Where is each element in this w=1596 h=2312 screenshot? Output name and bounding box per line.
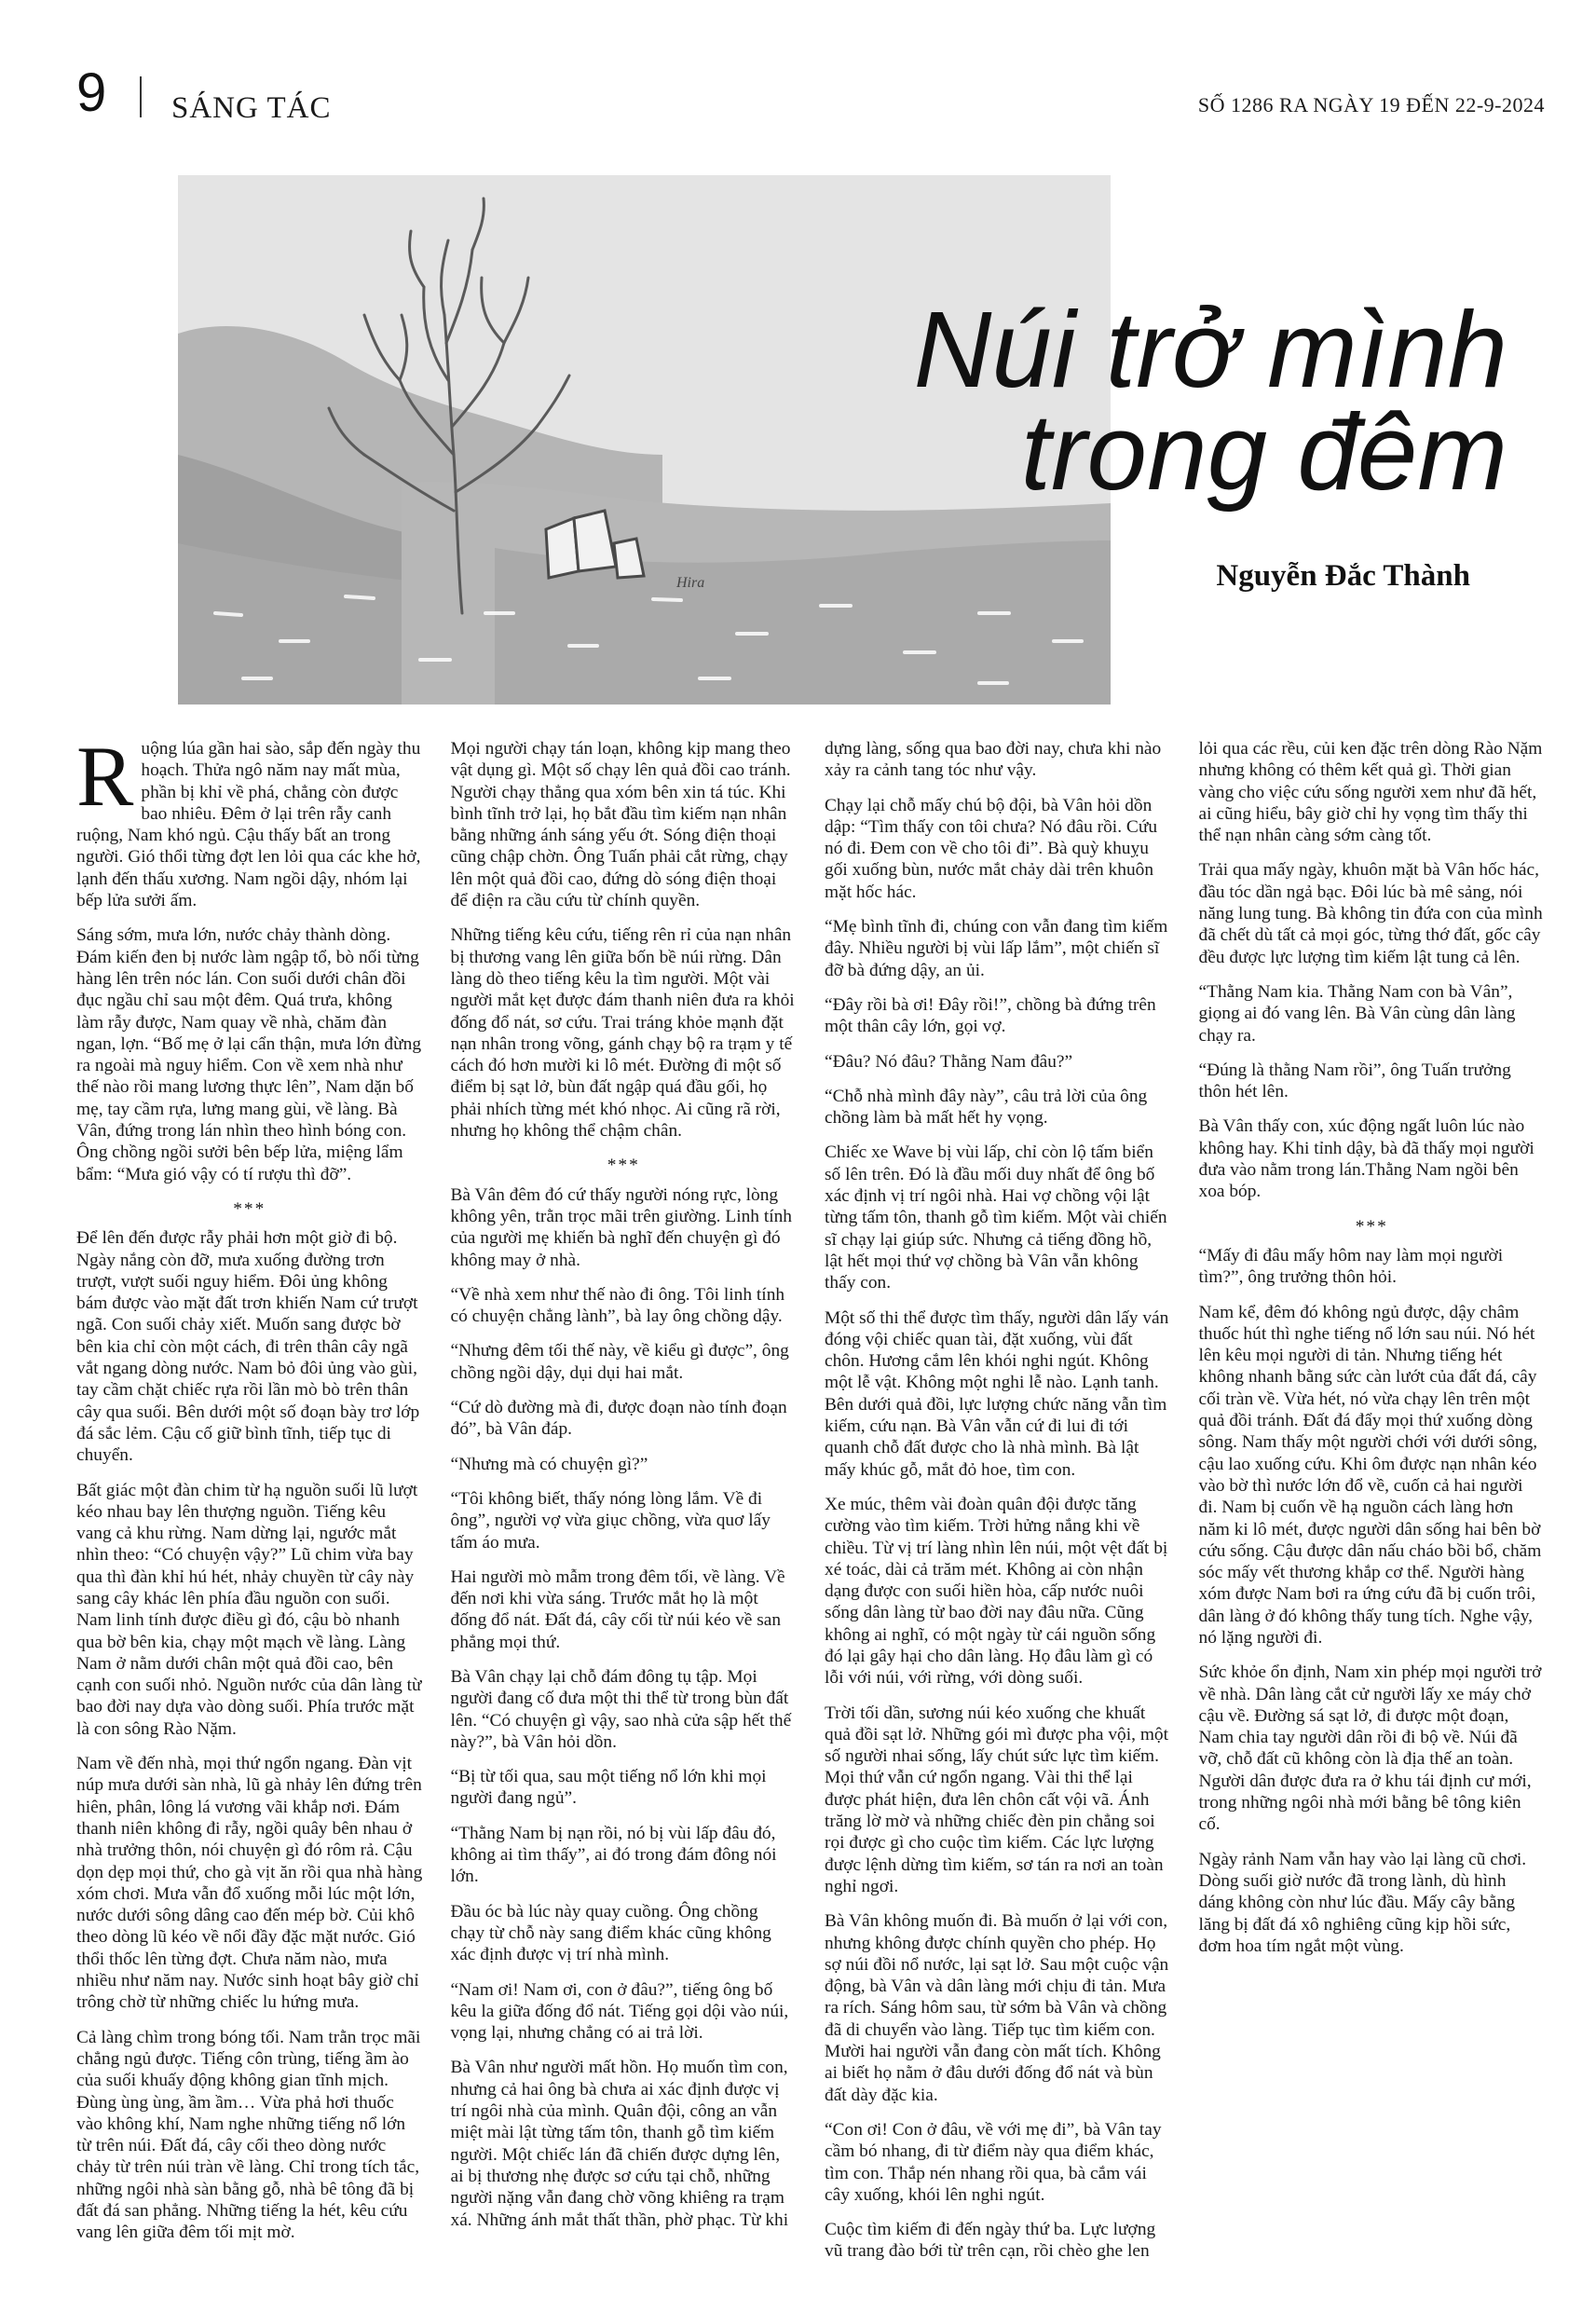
- paragraph: Sáng sớm, mưa lớn, nước chảy thành dòng. Đám kiến đen bị nước làm ngập tổ, bò nối từng hàng lên trên nóc lán. Con suối dưới chân đồi đục ngầu chỉ sau một đêm. Quá trưa, không làm rẫy được, Nam quay về nhà, chăm đàn ngan, lợn. “Bố mẹ ở lại cẩn thận, mưa lớn đừng ra ngoài mà nguy hiểm. Con về xem nhà như thế nào rồi mang lương thực lên”, Nam dặn bố mẹ, tay cầm rựa, lưng mang gùi, về làng. Bà Vân, đứng trong lán nhìn theo hình bóng con. Ông chồng ngồi sưởi bên bếp lửa, miệng lẩm bẩm: “Mưa gió vậy có tí rượu thì đỡ”.: [76, 925, 422, 1184]
- paragraph: “Mấy đi đâu mấy hôm nay làm mọi người tìm?”, ông trưởng thôn hỏi.: [1198, 1245, 1504, 1288]
- article-body: [76, 729, 1545, 2266]
- paragraph: Nam về đến nhà, mọi thứ ngổn ngang. Đàn vịt núp mưa dưới sàn nhà, lũ gà nhảy lên đứng trên hiên, phân, lông lá vương vãi khắp nơi. Đám thanh niên không đi rẫy, ngồi quây bên nhau ở nhà trưởng thôn, nói chuyện gì đó rôm rả. Cậu dọn dẹp mọi thứ, cho gà vịt ăn rồi qua nhà hàng xóm chơi. Mưa vẫn đổ xuống mỗi lúc một lớn, nước dưới sông dâng cao đến mép bờ. Củi khô theo dòng lũ kéo về nổi đầy đặc mặt nước. Gió thổi thốc lên từng đợt. Chưa năm nào, mưa nhiều như năm nay. Nước sinh hoạt bây giờ chỉ trông chờ từ những chiếc lu hứng mưa.: [76, 1754, 423, 2013]
- paragraph: “Con ơi! Con ở đâu, về với mẹ đi”, bà Vân tay cầm bó nhang, đi từ điểm này qua điểm khác, tìm con. Thắp nén nhang rồi qua, bà cắm vái cây xuống, khói lên nghi ngút.: [825, 2119, 1162, 2205]
- issue-info: SỐ 1286 RA NGÀY 19 ĐẾN 22-9-2024: [1197, 93, 1545, 116]
- paragraph: Cuộc tìm kiếm đi đến ngày thứ ba. Lực lượng vũ trang đào bới từ trên cạn, rồi chèo ghe len lỏi qua các rều, củi ken đặc trên dòng Rào Nặm nhưng không có thêm kết quả gì. Thời gian vàng cho việc cứu sống người xem như đã hết, ai cũng hiểu, bây giờ chỉ hy vọng tìm thấy thi thể nạn nhân càng sớm càng tốt.: [825, 739, 1543, 2262]
- page-header: [76, 63, 1545, 129]
- paragraph: Chiếc xe Wave bị vùi lấp, chỉ còn lộ tấm biển số lên trên. Đó là đầu mối duy nhất để ông bố xác định vị trí ngôi nhà. Hai vợ chồng vội lật từng tấm tôn, thanh gỗ tìm kiếm. Một vài chiến sĩ chạy lại giúp sức. Nhưng cả tiếng đồng hồ, lật hết mọi thứ vợ chồng bà Vân vẫn không thấy con.: [825, 1142, 1167, 1293]
- paragraph: Bà Vân thấy con, xúc động ngất luôn lúc nào không hay. Khi tỉnh dậy, bà đã thấy mọi người đưa vào nằm trong lán.Thằng Nam ngồi bên xoa bóp.: [1198, 1116, 1535, 1202]
- paragraph: “Đây rồi bà ơi! Đây rồi!”, chồng bà đứng trên một thân cây lớn, gọi vợ.: [825, 994, 1156, 1037]
- paragraph: Sức khỏe ổn định, Nam xin phép mọi người trở về nhà. Dân làng cắt cử người lấy xe máy chở cậu về. Đường sá sạt lở, đi được một đoạn, Nam chia tay người dân rồi đi bộ về. Núi đã vỡ, chỗ đất cũ không còn là địa thế an toàn. Người dân được đưa ra ở khu tái định cư mới, trong những ngôi nhà mới bằng bê tông kiên cố.: [1198, 1662, 1542, 1835]
- paragraph: “Thằng Nam kia. Thằng Nam con bà Vân”, giọng ai đó vang lên. Bà Vân cùng dân làng chạy ra.: [1198, 981, 1516, 1046]
- paragraph: Cả làng chìm trong bóng tối. Nam trằn trọc mãi chẳng ngủ được. Tiếng côn trùng, tiếng ầm ào của suối khuấy động không gian tĩnh mịch. Đùng ùng ùng, ầm ầm… Vừa phả hơi thuốc vào không khí, Nam nghe những tiếng nổ lớn từ trên núi. Đất đá, cây cối theo dòng nước chảy từ trên núi tràn về làng. Chỉ trong tích tắc, những ngôi nhà sàn bằng gỗ, nhà bê tông đã bị đất đá san phẳng. Những tiếng la hét, kêu cứu vang lên giữa đêm tối mịt mờ.: [76, 2027, 421, 2243]
- illustration-signature: Hira: [676, 575, 705, 591]
- first-paragraph-text: uộng lúa gần hai sào, sắp đến ngày thu hoạch. Thửa ngô năm nay mất mùa, phần bị khỉ về phá, chẳng còn được bao nhiêu. Đêm ở lại trên rẫy canh ruộng, Nam khó ngủ. Cậu thấy bất an trong người. Gió thổi từng đợt len lỏi qua các khe hở, lạnh đến thấu xương. Nam ngồi dậy, nhóm lại bếp lửa sưởi ấm.: [76, 739, 421, 911]
- paragraph: “Đúng là thằng Nam rồi”, ông Tuấn trưởng thôn hét lên.: [1198, 1060, 1511, 1102]
- paragraph: “Mẹ bình tĩnh đi, chúng con vẫn đang tìm kiếm đây. Nhiều người bị vùi lấp lắm”, một chiến sĩ đỡ bà đứng dậy, an ủi.: [825, 917, 1168, 980]
- paragraph: Bà Vân không muốn đi. Bà muốn ở lại với con, nhưng không được chính quyền cho phép. Họ sợ núi đồi nổ nước, lại sạt lở. Sau một cuộc vận động, bà Vân và dân làng mới chịu đi tản. Mưa ra rích. Sáng hôm sau, từ sớm bà Vân và chồng đã di chuyển vào làng. Tiếp tục tìm kiếm con. Mười hai người vẫn đang còn mất tích. Không ai biết họ nằm ở đâu dưới đống đổ nát và bùn đất dày đặc kia.: [825, 1911, 1169, 2105]
- paragraph: “Cứ dò đường mà đi, được đoạn nào tính đoạn đó”, bà Vân đáp.: [450, 1398, 787, 1440]
- paragraph: “Nhưng đêm tối thế này, về kiểu gì được”, ông chồng ngồi dậy, dụi dụi hai mắt.: [450, 1341, 789, 1383]
- paragraph: “Đâu? Nó đâu? Thằng Nam đâu?”: [825, 1051, 1073, 1072]
- paragraph: Để lên đến được rẫy phải hơn một giờ đi bộ. Ngày nắng còn đỡ, mưa xuống đường trơn trượt, vượt suối nguy hiểm. Đôi ủng không bám được vào mặt đất trơn khiến Nam cứ trượt ngã. Con suối chảy xiết. Muốn sang được bờ bên kia chỉ còn một cách, đi trên thân cây ngã vắt ngang dòng nước. Nam bỏ đôi ủng vào gùi, tay cầm chặt chiếc rựa rồi lần mò bò trên thân cây qua suối. Bên dưới một số đoạn bày trơ lớp đá sắc lẻm. Cậu cố giữ bình tĩnh, tiếp tục di chuyển.: [76, 1228, 420, 1466]
- paragraph: Đầu óc bà lúc này quay cuồng. Ông chồng chạy từ chỗ này sang điểm khác cũng không xác định được vị trí nhà mình.: [450, 1901, 771, 1965]
- first-paragraph: [76, 729, 423, 911]
- dropcap: R: [76, 729, 134, 824]
- paragraph: Nam kể, đêm đó không ngủ được, dậy châm thuốc hút thì nghe tiếng nổ lớn sau núi. Nó hét lên kêu mọi người di tản. Nhưng tiếng hét không nhanh bằng sức càn lướt của đất đá, cây cối tràn về. Vừa hét, nó vừa chạy lên trên một quả đồi tránh. Đất đá đẩy mọi thứ xuống dòng sông. Nam thấy một người chới với dưới sông, cậu lao xuống cứu. Khi ôm được nạn nhân kéo vào bờ thì nước lớn đổ về, cuốn cả hai người đi. Nam bị cuốn về hạ nguồn cách làng hơn năm ki lô mét, được người dân sống hai bên bờ cứu sống. Cậu được dân nấu cháo bồi bổ, chăm sóc mấy vết thương khắp cơ thể. Người hàng xóm được Nam bơi ra ứng cứu đã bị cuốn trôi, dân làng ở đó không thấy tung tích. Nghe vậy, nó lặng người đi.: [1198, 1302, 1542, 1648]
- page-number: 9: [76, 62, 107, 123]
- paragraph: Hai người mò mẫm trong đêm tối, về làng. Về đến nơi khi vừa sáng. Trước mắt họ là một đống đổ nát. Đất đá, cây cối từ núi kéo về san phẳng mọi thứ.: [450, 1566, 785, 1652]
- paragraph: “Chỗ nhà mình đây này”, câu trả lời của ông chồng làm bà mất hết hy vọng.: [825, 1086, 1148, 1129]
- paragraph: Mọi người chạy tán loạn, không kịp mang theo vật dụng gì. Một số chạy lên quả đồi cao tránh. Người chạy thẳng qua xóm bên xin tá túc. Khi bình tĩnh trở lại, họ bắt đầu tìm kiếm nạn nhân bằng những ánh sáng yếu ớt. Sóng điện thoại cũng chập chờn. Ông Tuấn phải cắt rừng, chạy lên một quả đồi cao, đứng dò sóng điện thoại để điện ra cầu cứu từ chính quyền.: [450, 739, 791, 911]
- paragraph: “Tôi không biết, thấy nóng lòng lắm. Về đi ông”, người vợ vừa giục chồng, vừa quơ lấy tấm áo mưa.: [450, 1488, 771, 1553]
- paragraph: “Nhưng mà có chuyện gì?”: [450, 1454, 648, 1474]
- header-divider: [140, 76, 142, 117]
- paragraph: “Nam ơi! Nam ơi, con ở đâu?”, tiếng ông bố kêu la giữa đống đổ nát. Tiếng gọi dội vào núi, vọng lại, nhưng chẳng có ai trả lời.: [450, 1979, 789, 2044]
- author-name: Nguyễn Đắc Thành: [1216, 559, 1470, 593]
- paragraph: Trải qua mấy ngày, khuôn mặt bà Vân hốc hác, đầu tóc dần ngả bạc. Đôi lúc bà mê sảng, nói năng lung tung. Bà không tin đứa con của mình đã chết dù tất cả mọi góc, từng thớ đất, gốc cây đều được lực lượng tìm kiếm lật tung cả lên.: [1198, 860, 1543, 967]
- paragraph: “Thằng Nam bị nạn rồi, nó bị vùi lấp đâu đó, không ai tìm thấy”, ai đó trong đám đông nói lớn.: [450, 1823, 777, 1887]
- paragraph: Bà Vân đêm đó cứ thấy người nóng rực, lòng không yên, trằn trọc mãi trên giường. Linh tính của người mẹ khiến bà nghĩ đến chuyện gì đó không may ở nhà.: [450, 1184, 792, 1270]
- paragraph: Ngày rảnh Nam vẫn hay vào lại làng cũ chơi. Dòng suối giờ nước đã trong lành, dù hình dáng không còn như lúc đầu. Mấy cây bằng lăng bị đất đá xô nghiêng cũng kịp hồi sức, đơm hoa tím ngắt một vùng.: [1198, 1849, 1527, 1956]
- section-separator: ***: [1355, 1216, 1388, 1237]
- paragraph: Những tiếng kêu cứu, tiếng rên rỉ của nạn nhân bị thương vang lên giữa bốn bề núi rừng. Dân làng dò theo tiếng kêu la tìm người. Một vài người mắt kẹt được đám thanh niên đưa ra khỏi đống đổ nát, sơ cứu. Trai tráng khỏe mạnh đặt nạn nhân trong võng, gánh chạy bộ ra trạm y tế cách đó hơn mười ki lô mét. Đường đi một số điểm bị sạt lở, bùn đất ngập quá đầu gối, họ phải nhích từng mét khó nhọc. Ai cũng rã rời, nhưng họ không thể chậm chân.: [450, 925, 795, 1142]
- paragraph: Một số thi thể được tìm thấy, người dân lấy ván đóng vội chiếc quan tài, đặt xuống, vùi đất chôn. Hương cắm lên khói nghi ngút. Không một lễ vật. Không một nghi lễ nào. Lạnh tanh. Bên dưới quả đồi, lực lượng chức năng vẫn tìm kiếm, cứu nạn. Bà Vân vẫn cứ đi lui đi tới quanh chỗ đất được cho là nhà mình. Bà lật mấy khúc gỗ, mắt đỏ hoe, tìm con.: [825, 1307, 1169, 1480]
- section-separator: ***: [233, 1198, 266, 1219]
- title-line-2: trong đêm: [1020, 391, 1507, 513]
- paragraph: Bà Vân như người mất hồn. Họ muốn tìm con, nhưng cả hai ông bà chưa ai xác định được vị trí ngôi nhà của mình. Quân đội, công an vẫn miệt mài lật từng tấm tôn, thanh gỗ tìm kiếm người. Một chiếc lán đã chiến được dựng lên, ai bị thương nhẹ được sơ cứu tại chỗ, những người nặng vẫn đang chờ võng khiêng ra trạm xá. Những ánh mắt thất thần, phờ phạc. Từ khi dựng làng, sống qua bao đời nay, chưa khi nào xảy ra cảnh tang tóc như vậy.: [450, 739, 1162, 2230]
- paragraph: “Về nhà xem như thế nào đi ông. Tôi linh tính có chuyện chẳng lành”, bà lay ông chồng dậy.: [450, 1284, 785, 1327]
- paragraph: Trời tối dần, sương núi kéo xuống che khuất quả đồi sạt lở. Những gói mì được pha vội, một số người nhai sống, lấy chút sức lực tìm kiếm. Mọi thứ vẫn cứ ngổn ngang. Vài thi thể lại được phát hiện, đưa lên chôn cất vội vã. Ánh trăng lờ mờ và những chiếc đèn pin chẳng soi rọi được gì cho cuộc tìm kiếm. Các lực lượng được lệnh dừng tìm kiếm, sơ tán ra nơi an toàn nghỉ ngơi.: [825, 1703, 1168, 1896]
- paragraph: “Bị từ tối qua, sau một tiếng nổ lớn khi mọi người đang ngủ”.: [450, 1767, 767, 1809]
- article-title: [781, 289, 1507, 513]
- section-label: SÁNG TÁC: [171, 91, 332, 125]
- title-line-1: Núi trở mình: [913, 289, 1507, 410]
- paragraph: Bà Vân chạy lại chỗ đám đông tụ tập. Mọi người đang cố đưa một thi thể từ trong bùn đất lên. “Có chuyện gì vậy, sao nhà cửa sập hết thế này?”, bà Vân hỏi dồn.: [450, 1666, 792, 1752]
- paragraph: Xe múc, thêm vài đoàn quân đội được tăng cường vào tìm kiếm. Trời hửng nắng khi về chiều. Từ vị trí làng nhìn lên núi, một vệt đất bị xé toác, dài cả trăm mét. Không ai còn nhận dạng được con suối hiền hòa, cấp nước nuôi sống dân làng từ bao đời nay đâu nữa. Cũng không ai nghĩ, có một ngày từ cái nguồn sống đó lại gây hại cho dân làng. Họ đâu làm gì có lỗi với núi, với rừng, với dòng suối.: [825, 1494, 1168, 1689]
- paragraph: Bất giác một đàn chim từ hạ nguồn suối lũ lượt kéo nhau bay lên thượng nguồn. Tiếng kêu vang cả khu rừng. Nam dừng lại, ngước mắt nhìn theo: “Có chuyện vậy?” Lũ chim vừa bay qua thì đàn khỉ hú hét, nhảy chuyền từ cây này sang cây khác lên phía đầu nguồn con suối. Nam linh tính được điều gì đó, cậu bò nhanh qua bờ bên kia, chạy một mạch về làng. Làng Nam ở nằm dưới chân một quả đồi cao, bên cạnh con suối nhỏ. Nguồn nước của dân làng từ bao đời nay dựa vào dòng suối. Phía trước mặt là con sông Rào Nặm.: [76, 1480, 422, 1739]
- section-separator: ***: [607, 1156, 640, 1176]
- paragraph: Chạy lại chỗ mấy chú bộ đội, bà Vân hỏi dồn dập: “Tìm thấy con tôi chưa? Nó đâu rồi. Cứu nó đi. Đem con về cho tôi đi”. Bà quỳ khuỵu gối xuống bùn, nước mắt chảy dài trên khuôn mặt hốc hác.: [825, 795, 1158, 902]
